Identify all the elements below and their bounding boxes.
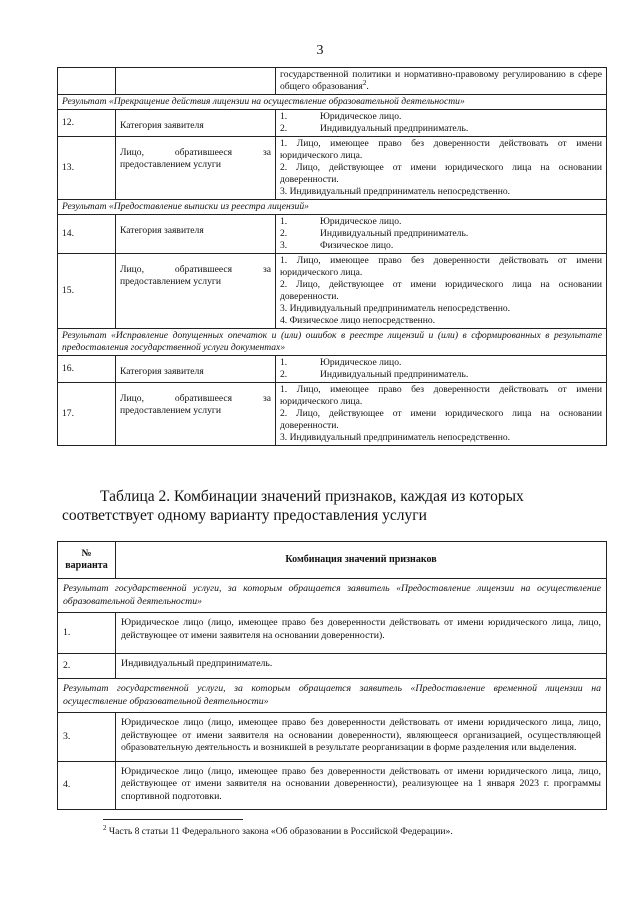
table-row [58, 68, 607, 95]
row-number: 16. [58, 356, 116, 383]
row-number: 15. [58, 254, 116, 329]
table-applicant-criteria [57, 67, 607, 446]
list-item-text: Юридическое лицо. [320, 216, 402, 227]
row-number: 12. [58, 110, 116, 137]
table-row [58, 137, 607, 200]
list-item-text: Юридическое лицо. [320, 357, 402, 368]
list-item-number: 3. [280, 240, 288, 251]
result-label: Результат государственной услуги, за которым обращается заявитель «Предоставление временной лицензии на осуществление образовательной деятельности» [58, 679, 607, 713]
row-number: 17. [58, 383, 116, 446]
table-header-row [58, 542, 607, 579]
value-line: 1. Лицо, имеющее право без доверенности действовать от имени юридического лица. [280, 255, 602, 278]
table-row [58, 713, 607, 762]
list-item-text: Индивидуальный предприниматель. [320, 228, 469, 239]
criterion-label: Категория заявителя [116, 356, 276, 383]
value-line: 3. Индивидуальный предприниматель непосредственно. [280, 186, 511, 197]
list-item-number: 2. [280, 369, 288, 380]
variant-combination: Юридическое лицо (лицо, имеющее право без доверенности действовать от имени юридического лица, лицо, действующее от имени заявителя на основании доверенности), реализующее на 1 января 2023 г. программы спортивной подготовки. [116, 761, 607, 810]
header-combination: Комбинация значений признаков [116, 542, 607, 579]
criterion-values [276, 215, 607, 254]
criterion-values [276, 356, 607, 383]
list-item [280, 216, 602, 228]
result-label: Результат «Прекращение действия лицензии на осуществление образовательной деятельности» [58, 95, 607, 110]
value-line: 3. Индивидуальный предприниматель непосредственно. [280, 432, 511, 443]
list-item [280, 123, 602, 135]
value-list [280, 111, 602, 135]
continuation-cell: государственной политики и нормативно-правовому регулированию в сфере общего образования$^2$. [276, 68, 607, 95]
row-number: 14. [58, 215, 116, 254]
variant-number: 1. [58, 613, 116, 654]
table-row [58, 254, 607, 329]
result-label: Результат государственной услуги, за которым обращается заявитель «Предоставление лицензии на осуществление образовательной деятельности» [58, 579, 607, 613]
table-variant-combinations [57, 541, 607, 810]
table-row [58, 356, 607, 383]
list-item-number: 1. [280, 357, 288, 368]
table-row [58, 110, 607, 137]
list-item [280, 228, 602, 240]
value-list [280, 357, 602, 381]
table-row [58, 761, 607, 810]
result-row [58, 95, 607, 110]
result-row [58, 579, 607, 613]
row-number: 13. [58, 137, 116, 200]
variant-combination: Индивидуальный предприниматель. [116, 654, 607, 679]
criterion-label: Лицо, обратившееся за предоставлением услуги [116, 383, 276, 446]
table-row [58, 654, 607, 679]
criterion-values [276, 137, 607, 200]
criterion-label: Лицо, обратившееся за предоставлением услуги [116, 254, 276, 329]
criterion-values [276, 110, 607, 137]
list-item-number: 1. [280, 216, 288, 227]
value-line: 2. Лицо, действующее от имени юридического лица на основании доверенности. [280, 279, 602, 302]
variant-number: 2. [58, 654, 116, 679]
header-variant-number: № варианта [58, 542, 116, 579]
value-line: 1. Лицо, имеющее право без доверенности действовать от имени юридического лица. [280, 138, 602, 161]
result-row [58, 679, 607, 713]
result-row [58, 200, 607, 215]
list-item [280, 369, 602, 381]
criterion-label: Категория заявителя [116, 110, 276, 137]
table-row [58, 613, 607, 654]
variant-number: 3. [58, 713, 116, 762]
list-item [280, 111, 602, 123]
list-item-text: Индивидуальный предприниматель. [320, 123, 469, 134]
table2-title: Таблица 2. Комбинации значений признаков, каждая из которых соответствует одному варианту предоставления услуги [62, 488, 524, 524]
variant-combination: Юридическое лицо (лицо, имеющее право без доверенности действовать от имени юридического лица, лицо, действующее от имени заявителя на основании доверенности). [116, 613, 607, 654]
page-number: 3 [316, 43, 324, 58]
list-item-text: Юридическое лицо. [320, 111, 402, 122]
value-line: 1. Лицо, имеющее право без доверенности действовать от имени юридического лица. [280, 384, 602, 407]
result-label: Результат «Предоставление выписки из реестра лицензий» [58, 200, 607, 215]
value-line: 3. Индивидуальный предприниматель непосредственно. [280, 303, 511, 314]
variant-combination: Юридическое лицо (лицо, имеющее право без доверенности действовать от имени юридического лица, лицо, действующее от имени заявителя на основании доверенности), являющееся организацией, осуществляющей образовательную деятельность и возникшей в результате реорганизации в форме разделения или выделения. [116, 713, 607, 762]
criterion-values [276, 383, 607, 446]
list-item-number: 1. [280, 111, 288, 122]
criterion-values [276, 254, 607, 329]
value-line: 2. Лицо, действующее от имени юридического лица на основании доверенности. [280, 162, 602, 185]
criterion-label: Лицо, обратившееся за предоставлением услуги [116, 137, 276, 200]
value-line: 4. Физическое лицо непосредственно. [280, 315, 436, 326]
list-item-text: Физическое лицо. [320, 240, 394, 251]
list-item-number: 2. [280, 123, 288, 134]
list-item-text: Индивидуальный предприниматель. [320, 369, 469, 380]
footnote: $^2$ Часть 8 статьи 11 Федерального закона «Об образовании в Российской Федерации». [103, 823, 453, 837]
value-list [280, 216, 602, 252]
list-item-number: 2. [280, 228, 288, 239]
list-item [280, 357, 602, 369]
footnote-divider [103, 819, 243, 820]
table-row [58, 383, 607, 446]
result-row [58, 329, 607, 356]
variant-number: 4. [58, 761, 116, 810]
criterion-label: Категория заявителя [116, 215, 276, 254]
result-label: Результат «Исправление допущенных опечаток и (или) ошибок в реестре лицензий и (или) в сформированных в результате предоставления государственной услуги документах» [58, 329, 607, 356]
table-row [58, 215, 607, 254]
value-line: 2. Лицо, действующее от имени юридического лица на основании доверенности. [280, 408, 602, 431]
list-item [280, 240, 602, 252]
